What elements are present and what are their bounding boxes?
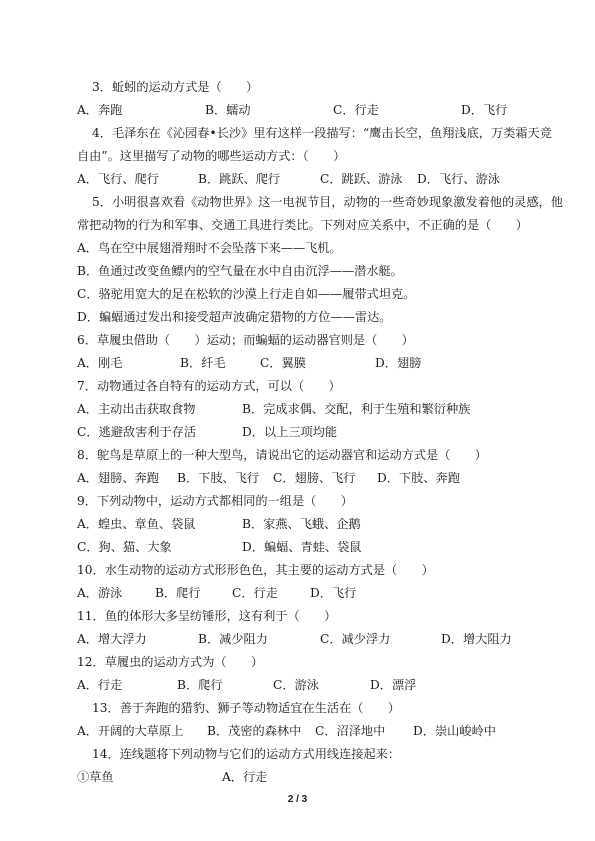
q4-option-d: D．飞行、游泳	[417, 172, 500, 186]
q10-option-a: A．游泳	[77, 586, 123, 600]
q12-option-a: A．行走	[77, 678, 123, 692]
q3-option-d: D．飞行	[461, 103, 508, 117]
question-5-stem: 5．小明很喜欢看《动物世界》这一电视节目，动物的一些奇妙现象激发着他的灵感，他	[92, 195, 563, 209]
q14-animal-1: ①草鱼	[77, 770, 114, 784]
page-number: 2 / 3	[287, 794, 308, 805]
question-10-stem: 10．水生动物的运动方式形形色色，其主要的运动方式是（ ）	[77, 563, 434, 577]
q11-option-b: B．减少阻力	[198, 632, 268, 646]
q11-option-d: D．增大阻力	[441, 632, 512, 646]
q9-option-c: C．狗、猫、大象	[77, 540, 172, 554]
q10-option-c: C．行走	[232, 586, 278, 600]
q5-option-d: D．蝙蝠通过发出和接受超声波确定猎物的方位——雷达。	[77, 310, 392, 324]
question-11-stem: 11．鱼的体形大多呈纺锤形，这有利于（ ）	[77, 609, 337, 623]
q7-option-d: D．以上三项均能	[242, 425, 338, 439]
q12-option-b: B．爬行	[177, 678, 223, 692]
q8-option-b: B．下肢、飞行	[177, 471, 260, 485]
q5-option-a: A．鸟在空中展翅滑翔时不会坠落下来——飞机。	[77, 241, 342, 255]
q10-option-b: B．爬行	[155, 586, 201, 600]
question-7-stem: 7．动物通过各自特有的运动方式，可以（ ）	[77, 379, 341, 393]
q13-option-a: A．开阔的大草原上	[77, 724, 184, 738]
q14-motion-a: A．行走	[222, 770, 268, 784]
q6-option-a: A．刚毛	[77, 356, 123, 370]
question-4-stem: 4．毛泽东在《沁园春•长沙》里有这样一段描写：“鹰击长空，鱼翔浅底，万类霜天竞	[92, 126, 552, 140]
q3-option-b: B．蠕动	[205, 103, 251, 117]
q9-option-d: D．蝙蝠、青蛙、袋鼠	[242, 540, 362, 554]
q7-option-a: A．主动出击获取食物	[77, 402, 196, 416]
q4-option-b: B．跳跃、爬行	[198, 172, 281, 186]
question-9-stem: 9．下列动物中，运动方式都相同的一组是（ ）	[77, 494, 353, 508]
question-3-stem: 3．蚯蚓的运动方式是（ ）	[92, 80, 259, 94]
q13-option-b: B．茂密的森林中	[207, 724, 302, 738]
q4-option-a: A．飞行、爬行	[77, 172, 159, 186]
q6-option-c: C．翼膜	[260, 356, 306, 370]
q9-option-a: A．蝗虫、章鱼、袋鼠	[77, 517, 196, 531]
question-4-stem-cont: 自由”。这里描写了动物的哪些运动方式：（ ）	[77, 149, 346, 163]
q8-option-a: A．翅膀、奔跑	[77, 471, 159, 485]
q11-option-a: A．增大浮力	[77, 632, 147, 646]
question-5-stem-cont: 常把动物的行为和军事、交通工具进行类比。下列对应关系中，不正确的是（ ）	[77, 218, 528, 232]
q12-option-c: C．游泳	[273, 678, 319, 692]
q3-option-a: A．奔跑	[77, 103, 123, 117]
question-6-stem: 6．草履虫借助（ ）运动；而蝙蝠的运动器官则是（ ）	[77, 333, 414, 347]
q7-option-c: C．逃避敌害利于存活	[77, 425, 197, 439]
q13-option-c: C．沼泽地中	[315, 724, 386, 738]
q10-option-d: D．飞行	[310, 586, 357, 600]
question-8-stem: 8．鸵鸟是草原上的一种大型鸟，请说出它的运动器官和运动方式是（ ）	[77, 448, 487, 462]
q8-option-c: C．翅膀、飞行	[273, 471, 356, 485]
q6-option-b: B．纤毛	[180, 356, 226, 370]
q3-option-c: C．行走	[333, 103, 379, 117]
question-12-stem: 12．草履虫的运动方式为（ ）	[77, 655, 264, 669]
q5-option-b: B．鱼通过改变鱼鳔内的空气量在水中自由沉浮——潜水艇。	[77, 264, 403, 278]
q13-option-d: D．崇山峻岭中	[413, 724, 496, 738]
q6-option-d: D．翅膀	[375, 356, 422, 370]
q12-option-d: D．漂浮	[370, 678, 417, 692]
q8-option-d: D．下肢、奔跑	[377, 471, 460, 485]
q11-option-c: C．减少浮力	[320, 632, 391, 646]
q9-option-b: B．家燕、飞蛾、企鹅	[242, 517, 361, 531]
q5-option-c: C．骆驼用宽大的足在松软的沙漠上行走自如——履带式坦克。	[77, 287, 416, 301]
question-14-stem: 14．连线题将下列动物与它们的运动方式用线连接起来：	[92, 747, 401, 761]
q4-option-c: C．跳跃、游泳	[320, 172, 403, 186]
question-13-stem: 13．善于奔跑的猎豹、狮子等动物适宜在生活在（ ）	[92, 701, 401, 715]
q7-option-b: B．完成求偶、交配，利于生殖和繁衍种族	[242, 402, 471, 416]
